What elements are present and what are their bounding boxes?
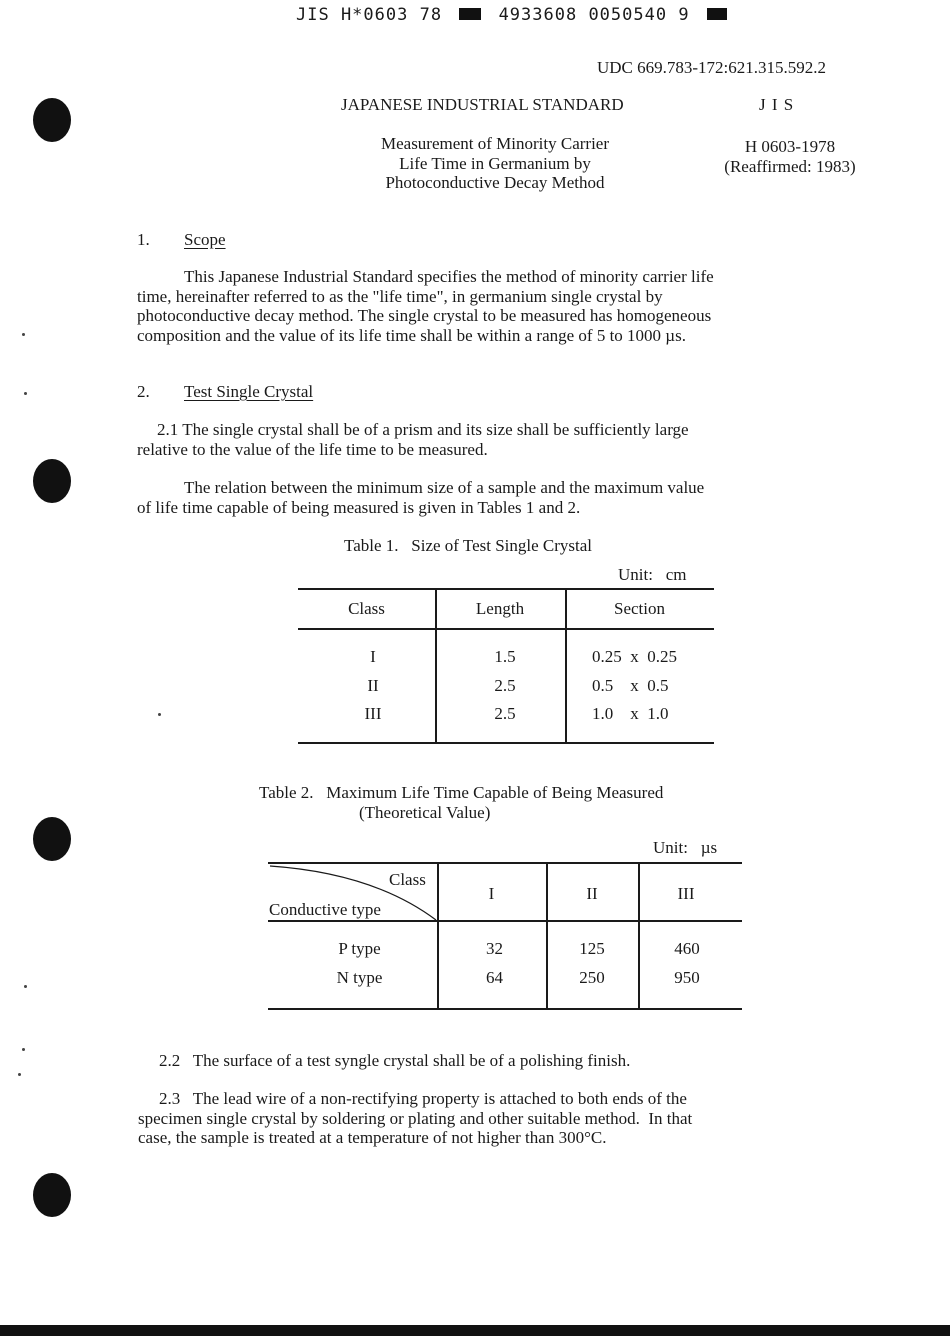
caption-line: Table 2. Maximum Life Time Capable of Being Measured bbox=[259, 783, 664, 802]
section-2-number: 2. bbox=[137, 382, 150, 401]
clause-2-1-relation bbox=[137, 478, 857, 517]
table-rule bbox=[298, 588, 714, 590]
table-rule bbox=[268, 1008, 742, 1010]
table-header: III bbox=[677, 884, 695, 903]
header-block-mark bbox=[459, 8, 481, 20]
paragraph-line: photoconductive decay method. The single crystal to be measured has homogeneous bbox=[137, 306, 712, 325]
punch-hole bbox=[33, 459, 71, 503]
scan-speck bbox=[24, 392, 27, 395]
table-rule bbox=[298, 628, 714, 630]
document-title bbox=[330, 134, 660, 193]
paragraph-line: specimen single crystal by soldering or plating and other suitable method. In that bbox=[138, 1108, 693, 1128]
table-cell: 0.25 x 0.25 bbox=[592, 647, 677, 666]
paragraph-line: The relation between the minimum size of a sample and the maximum value bbox=[184, 478, 705, 497]
scan-speck bbox=[22, 1048, 25, 1051]
section-2-heading: Test Single Crystal bbox=[184, 382, 314, 401]
caption-line: (Theoretical Value) bbox=[359, 802, 491, 822]
table-header: Class bbox=[348, 599, 385, 618]
table-cell: 460 bbox=[674, 939, 700, 958]
table-cell: 2.5 bbox=[494, 676, 516, 695]
clause-2-3 bbox=[138, 1089, 866, 1148]
table-cell: 950 bbox=[674, 968, 700, 987]
paragraph-line: time, hereinafter referred to as the "life time", in germanium single crystal by bbox=[137, 286, 663, 306]
paragraph-line: relative to the value of the life time to be measured. bbox=[137, 439, 488, 459]
title-line: Life Time in Germanium by bbox=[399, 153, 591, 173]
table-cell: 1.5 bbox=[494, 647, 516, 666]
paragraph-line: This Japanese Industrial Standard specifies the method of minority carrier life bbox=[184, 267, 714, 286]
corner-conductive-type-label: Conductive type bbox=[269, 900, 381, 919]
designation bbox=[700, 137, 880, 176]
table-cell: 1.0 x 1.0 bbox=[592, 704, 669, 723]
designation-reaffirmed: (Reaffirmed: 1983) bbox=[724, 156, 856, 176]
table-1-caption: Table 1. Size of Test Single Crystal bbox=[344, 536, 593, 555]
title-line: Photoconductive Decay Method bbox=[385, 173, 605, 192]
table-2-unit: Unit: µs bbox=[653, 838, 718, 857]
scan-speck bbox=[18, 1073, 21, 1076]
table-row-label: P type bbox=[338, 939, 381, 958]
table-cell: 2.5 bbox=[494, 704, 516, 723]
punch-hole bbox=[33, 817, 71, 861]
udc-number: UDC 669.783-172:621.315.592.2 bbox=[597, 58, 827, 77]
table-cell: 125 bbox=[579, 939, 605, 958]
paragraph-line: of life time capable of being measured is given in Tables 1 and 2. bbox=[137, 497, 581, 517]
punch-hole bbox=[33, 98, 71, 142]
table-header: Length bbox=[475, 599, 525, 618]
table-cell: 64 bbox=[486, 968, 503, 987]
table-header: I bbox=[488, 884, 495, 903]
table-1-unit: Unit: cm bbox=[618, 565, 687, 584]
standard-name: JAPANESE INDUSTRIAL STANDARD bbox=[341, 95, 624, 114]
jis-mark: J I S bbox=[759, 95, 795, 114]
clause-2-2: 2.2 The surface of a test syngle crystal shall be of a polishing finish. bbox=[159, 1051, 631, 1070]
table-cell: 250 bbox=[579, 968, 605, 987]
punch-hole bbox=[33, 1173, 71, 1217]
header-code-prefix: JIS H*0603 78 bbox=[296, 5, 443, 25]
table-1 bbox=[298, 588, 714, 745]
table-2-caption bbox=[259, 783, 663, 822]
table-cell: 0.5 x 0.5 bbox=[592, 676, 669, 695]
table-cell: III bbox=[364, 704, 382, 723]
paragraph-line: 2.1 The single crystal shall be of a prism and its size shall be sufficiently large bbox=[157, 420, 689, 439]
table-header: Section bbox=[614, 599, 665, 618]
table-cell: II bbox=[367, 676, 379, 695]
table-2 bbox=[268, 862, 742, 1011]
paragraph-line: composition and the value of its life time shall be within a range of 5 to 1000 µs. bbox=[137, 325, 686, 345]
header-block-mark bbox=[707, 8, 727, 20]
section-1-heading: Scope bbox=[184, 230, 226, 249]
scan-speck bbox=[22, 333, 25, 336]
title-line: Measurement of Minority Carrier bbox=[380, 134, 609, 153]
scan-speck bbox=[158, 713, 161, 716]
table-row-label: N type bbox=[336, 968, 383, 987]
scan-speck bbox=[24, 985, 27, 988]
table-header: II bbox=[586, 884, 598, 903]
scan-edge bbox=[0, 1325, 950, 1336]
clause-2-1 bbox=[137, 420, 882, 459]
section-1-number: 1. bbox=[137, 230, 150, 249]
paragraph-line: case, the sample is treated at a temperature of not higher than 300°C. bbox=[138, 1128, 607, 1147]
table-rule bbox=[298, 742, 714, 744]
table-cell: 32 bbox=[486, 939, 503, 958]
header-code-number: 4933608 0050540 9 bbox=[498, 5, 690, 25]
designation-number: H 0603-1978 bbox=[744, 137, 836, 156]
header-code bbox=[296, 5, 727, 25]
table-cell: I bbox=[370, 647, 376, 666]
section-1-paragraph bbox=[137, 267, 873, 345]
paragraph-line: 2.3 The lead wire of a non-rectifying property is attached to both ends of the bbox=[159, 1089, 687, 1108]
corner-class-label: Class bbox=[389, 870, 426, 889]
